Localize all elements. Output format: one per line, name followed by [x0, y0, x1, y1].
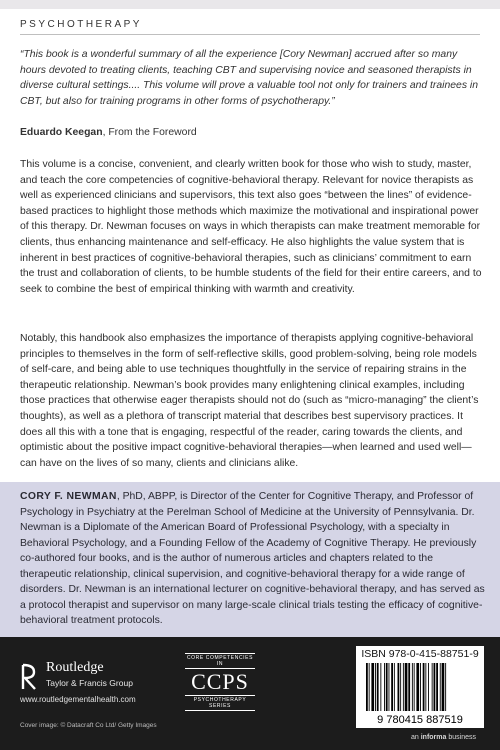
description-paragraph-2: Notably, this handbook also emphasizes the importance of therapists applying cognitive-behavioral principles to themselves in the form of self-reflective skills, good problem-solving, being role models of self-care, and being able to use techniques thoughtfully in the service of repairing strains in the therapeutic relationship. Newman’s book provides many enlightening clinical examples, including those practices that otherwise eager therapists should not do (such as “micro-managing” the client’s thoughts), as well as a plethora of transcript material that describes best supervisory practices. It does all this with a tone that is engaging, respectful of the reader, caring towards the clients, and optimistic about the positive impact cognitive-behavioral therapies—when learned and used well—can have on the lives of so many, clients and clinicians alike. — [20, 333, 479, 469]
series-logo-top: CORE COMPETENCIES IN — [186, 655, 254, 667]
barcode-bar — [405, 663, 408, 711]
author-name: CORY F. NEWMAN — [20, 491, 117, 502]
barcode-bar — [371, 663, 374, 711]
category-label: PSYCHOTHERAPY — [20, 19, 142, 30]
informa-suffix: business — [446, 734, 476, 741]
informa-name: informa — [420, 734, 447, 741]
barcode-bar — [423, 663, 425, 711]
category-divider — [20, 34, 480, 35]
barcode-bar — [434, 663, 436, 711]
barcode-bar — [366, 663, 368, 711]
series-logo — [185, 653, 255, 709]
barcode-bar — [394, 663, 395, 711]
top-band — [0, 0, 500, 9]
barcode-bar — [440, 663, 441, 711]
barcode-bar — [384, 663, 385, 711]
author-bio — [20, 489, 485, 629]
barcode-bar — [420, 663, 421, 711]
barcode-bar — [398, 663, 400, 711]
barcode-bar — [389, 663, 390, 711]
isbn-label: ISBN 978-0-415-88751-9 — [361, 648, 479, 660]
barcode-bar — [428, 663, 429, 711]
series-logo-main: CCPS — [191, 669, 249, 694]
barcode-icon — [362, 663, 478, 725]
barcode-digits: 9 780415 887519 — [377, 714, 463, 725]
informa-business-label — [411, 734, 476, 741]
quote-attribution — [20, 127, 197, 138]
barcode-bar — [400, 663, 401, 711]
informa-prefix: an — [411, 734, 421, 741]
description-paragraph-1: This volume is a concise, convenient, and clearly written book for those who wish to study, master, and teach the core competencies of cognitive-behavioral therapy. Relevant for novice therapists as well as experienced clinicians and supervisors, this text also goes “between the lines” of evidence-based practices to highlight those methods which maximize the motivational and inspirational power of this therapy. Dr. Newman focuses on ways in which therapists can make treatment memorable for clients, thus enhancing maintenance and self-efficacy. He also highlights the value system that is inherent in best practices of cognitive-behavioral therapies, such as clinicians’ commitment to earn the trust and collaboration of clients, to be humble students of the field for their entire careers, and to seek to combine the best of empirical thinking with warmth and creativity. — [20, 159, 482, 295]
barcode-bar — [408, 663, 410, 711]
barcode-bar — [414, 663, 415, 711]
barcode-bar — [412, 663, 413, 711]
barcode-bar — [380, 663, 381, 711]
publisher-name: Routledge — [46, 660, 104, 675]
barcode-bar — [442, 663, 445, 711]
quote-source: , From the Foreword — [102, 127, 197, 138]
author-bio-text: , PhD, ABPP, is Director of the Center for Cognitive Therapy, and Professor of Psychology in Psychiatry at the Perelman School of Medicine at the University of Pennsylvania. Dr. Newman is a Diplomate of the American Board of Professional Psychology, with a specialty in Behavioral Psychology, and a Founding Fellow of the Academy of Cognitive Therapy. He previously co-authored four books, and is the author of numerous articles and chapters related to the therapeutic relationship, clinical supervision, and cognitive-behavioral therapy for a wide range of disorders. Dr. Newman is an international lecturer on cognitive-behavioral therapy, and has served as a protocol therapist and supervisor on many large-scale clinical trials testing the efficacy of cognitive-behavioral treatment protocols. — [20, 491, 485, 626]
barcode-bar — [432, 663, 433, 711]
barcode-bar — [436, 663, 438, 711]
quote-author: Eduardo Keegan — [20, 127, 103, 138]
barcode-bar — [403, 663, 404, 711]
endorsement-quote: “This book is a wonderful summary of all the experience [Cory Newman] accrued after so many hours devoted to treating clients, teaching CBT and supervising novice and seasoned therapists in diverse cultural settings.... This volume will prove a valuable tool not only for trainers and trainees in CBT, but also for training programs in other forms of psychotherapy.” — [20, 49, 478, 107]
series-logo-bottom: PSYCHOTHERAPY SERIES — [185, 695, 255, 711]
barcode-bar — [425, 663, 426, 711]
barcode-bar — [369, 663, 370, 711]
barcode-bar — [445, 663, 446, 711]
publisher-group: Taylor & Francis Group — [46, 678, 133, 688]
barcode-bar — [386, 663, 388, 711]
barcode-bar — [416, 663, 419, 711]
barcode-bar — [391, 663, 393, 711]
routledge-logo-icon — [20, 663, 40, 691]
cover-image-credit: Cover image: © Datacraft Co Ltd/ Getty Images — [20, 722, 157, 729]
barcode-bar — [377, 663, 379, 711]
barcode-bar — [375, 663, 376, 711]
barcode-panel — [356, 646, 484, 728]
publisher-url[interactable]: www.routledgementalhealth.com — [20, 695, 136, 704]
